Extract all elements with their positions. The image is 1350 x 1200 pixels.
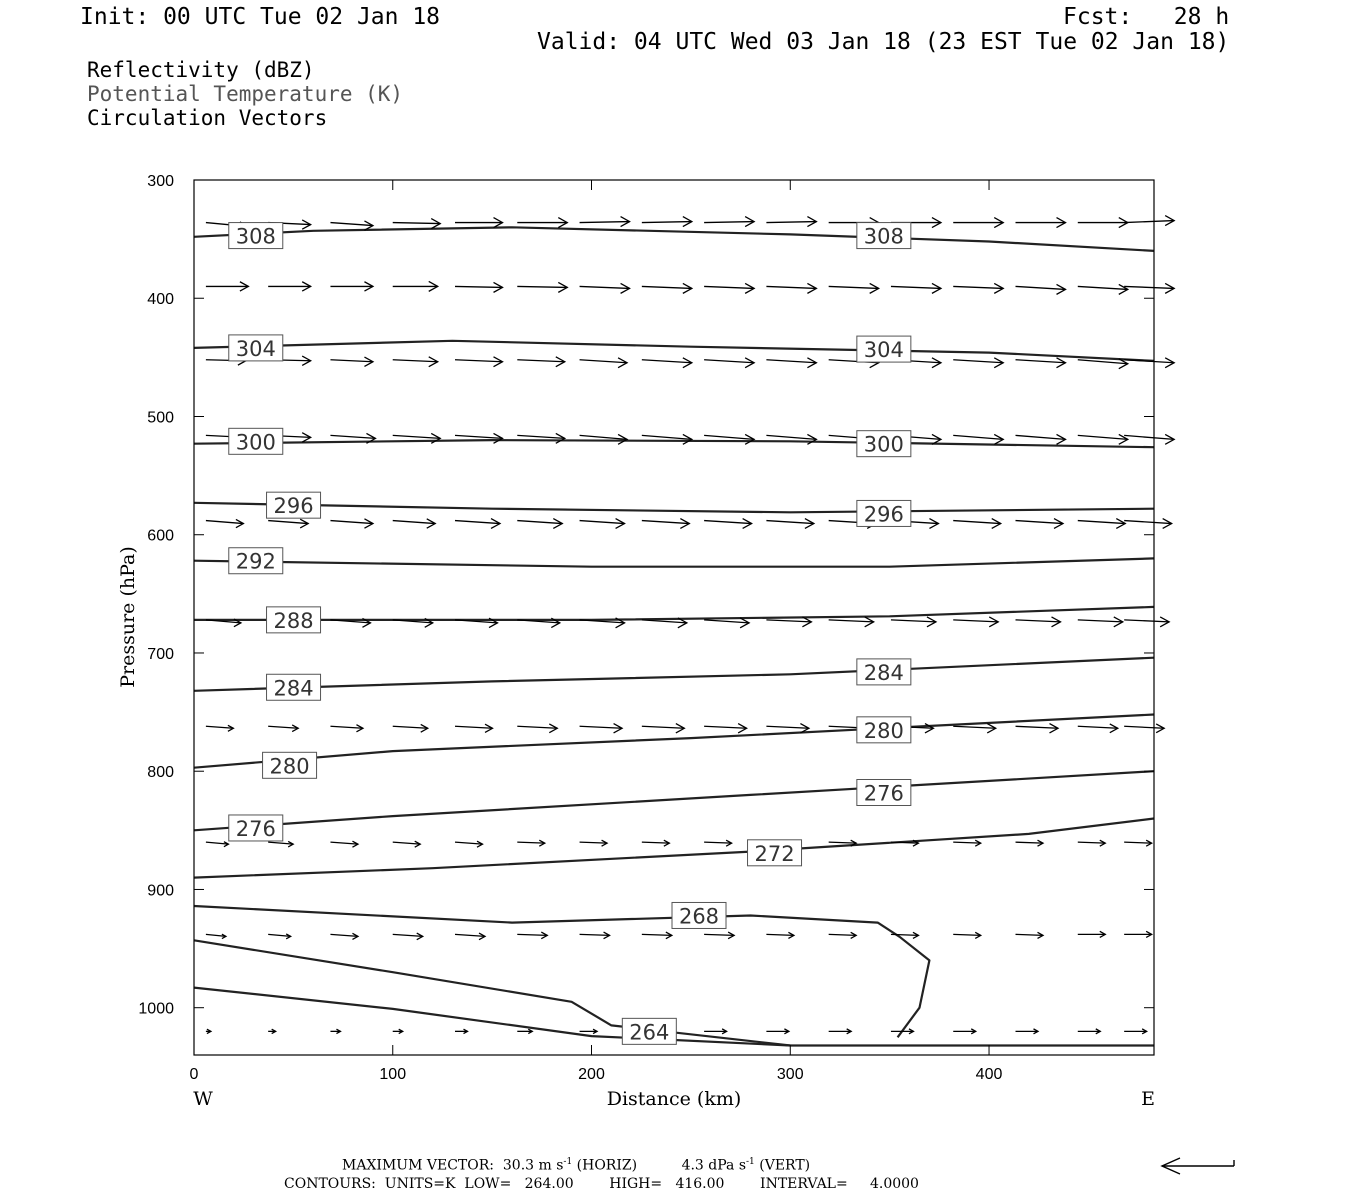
circulation-vector bbox=[455, 282, 503, 292]
circulation-vector bbox=[330, 519, 373, 528]
valid-time: Valid: 04 UTC Wed 03 Jan 18 (23 EST Tue 02 Jan 18) bbox=[537, 29, 1230, 55]
circulation-vector bbox=[206, 842, 229, 847]
circulation-vector bbox=[704, 724, 747, 733]
circulation-vector bbox=[206, 1029, 211, 1033]
circulation-vector bbox=[455, 1029, 468, 1033]
circulation-vector bbox=[1016, 1029, 1038, 1034]
x-axis-label: Distance (km) bbox=[606, 1088, 742, 1110]
circulation-vector bbox=[330, 841, 358, 847]
circulation-vector bbox=[1124, 724, 1164, 733]
y-tick-label: 700 bbox=[147, 645, 174, 663]
circulation-vector bbox=[1016, 932, 1043, 938]
circulation-vector bbox=[891, 617, 936, 627]
circulation-vector bbox=[1124, 216, 1174, 226]
circulation-vector bbox=[642, 217, 692, 227]
contour-308 bbox=[194, 224, 1154, 251]
x-tick-label: 100 bbox=[379, 1066, 407, 1083]
contour-272 bbox=[194, 816, 1154, 878]
contour-284 bbox=[194, 658, 1154, 691]
circulation-vector bbox=[580, 932, 610, 939]
circulation-vector bbox=[393, 281, 438, 291]
contour-label: 264 bbox=[629, 1020, 670, 1045]
circulation-vector bbox=[268, 519, 308, 528]
field-reflectivity: Reflectivity (dBZ) bbox=[87, 58, 315, 82]
circulation-vector bbox=[1078, 1029, 1101, 1034]
circulation-vector bbox=[953, 840, 981, 846]
circulation-vector bbox=[393, 357, 438, 367]
circulation-vector bbox=[206, 519, 244, 527]
circulation-vector bbox=[393, 933, 423, 940]
contour-292 bbox=[194, 558, 1154, 566]
circulation-vector bbox=[580, 724, 623, 733]
circulation-vector bbox=[1078, 359, 1128, 369]
circulation-vector bbox=[1078, 284, 1128, 294]
circulation-vector bbox=[704, 519, 752, 529]
circulation-vector bbox=[642, 932, 672, 939]
circulation-vector bbox=[1078, 617, 1123, 627]
circulation-vector bbox=[642, 358, 692, 368]
circulation-vector bbox=[1016, 519, 1063, 529]
circulation-vector bbox=[766, 358, 816, 368]
field-circulation-vectors: Circulation Vectors bbox=[87, 106, 328, 130]
circulation-vector bbox=[1078, 724, 1118, 733]
circulation-vector bbox=[766, 434, 816, 444]
circulation-vector bbox=[704, 434, 754, 444]
y-tick-label: 500 bbox=[147, 409, 174, 427]
circulation-vector bbox=[1078, 434, 1128, 444]
circulation-vector bbox=[517, 433, 565, 443]
circulation-vector bbox=[1016, 218, 1066, 228]
circulation-vector bbox=[330, 357, 373, 366]
x-tick-label: 400 bbox=[975, 1066, 1003, 1083]
circulation-vector bbox=[1078, 840, 1106, 846]
circulation-vector bbox=[953, 434, 1003, 444]
circulation-vector bbox=[517, 218, 567, 228]
contour-label: 300 bbox=[235, 430, 276, 455]
contour-label: 292 bbox=[235, 549, 276, 574]
circulation-vector bbox=[1016, 724, 1058, 733]
contour-296 bbox=[194, 503, 1154, 513]
circulation-vector bbox=[1124, 519, 1172, 529]
circulation-vector bbox=[1124, 434, 1174, 444]
y-axis-label: Pressure (hPa) bbox=[117, 546, 139, 688]
circulation-vector bbox=[1124, 283, 1174, 293]
circulation-vector bbox=[455, 519, 500, 529]
circulation-vector bbox=[580, 1029, 598, 1033]
circulation-vector bbox=[1016, 358, 1066, 368]
circulation-vector bbox=[580, 217, 630, 227]
contour-276 bbox=[194, 771, 1154, 830]
circulation-vector bbox=[580, 358, 628, 368]
circulation-vector bbox=[829, 1029, 852, 1034]
contours-info-text: CONTOURS: UNITS=K LOW= 264.00 HIGH= 416.00 INTERVAL= 4.0000 bbox=[284, 1176, 919, 1192]
circulation-vector bbox=[642, 519, 690, 529]
circulation-vector bbox=[642, 724, 685, 733]
init-time: Init: 00 UTC Tue 02 Jan 18 bbox=[80, 4, 441, 30]
circulation-vector bbox=[1124, 617, 1169, 627]
contour-300 bbox=[194, 440, 1154, 447]
circulation-vector bbox=[455, 841, 483, 847]
contour-label: 280 bbox=[269, 754, 310, 779]
circulation-vector bbox=[268, 841, 293, 847]
circulation-vector bbox=[704, 217, 754, 227]
circulation-vector bbox=[766, 724, 809, 733]
circulation-vector bbox=[393, 1029, 403, 1033]
circulation-vector bbox=[268, 282, 311, 291]
circulation-vector bbox=[1016, 284, 1066, 294]
circulation-vector bbox=[953, 283, 1003, 293]
y-tick-label: 600 bbox=[147, 527, 174, 545]
circulation-vector bbox=[953, 218, 1003, 228]
y-tick-label: 400 bbox=[147, 291, 174, 309]
y-tick-label: 800 bbox=[147, 764, 174, 782]
circulation-vector bbox=[953, 932, 981, 938]
circulation-vector bbox=[766, 519, 814, 529]
circulation-vector bbox=[268, 934, 291, 939]
circulation-vector bbox=[517, 282, 567, 292]
circulation-vector bbox=[766, 217, 816, 227]
y-tick-label: 300 bbox=[147, 173, 174, 190]
circulation-vector bbox=[829, 617, 874, 627]
contour-label: 304 bbox=[235, 336, 276, 361]
contour-268 bbox=[194, 906, 929, 1037]
circulation-vector bbox=[330, 1029, 340, 1033]
circulation-vector bbox=[455, 433, 503, 443]
circulation-vector bbox=[1078, 931, 1106, 937]
circulation-vector bbox=[953, 358, 1003, 368]
circulation-vector bbox=[891, 283, 941, 293]
circulation-vector bbox=[330, 282, 373, 291]
contour-label: 276 bbox=[235, 816, 276, 841]
contour-label: 284 bbox=[863, 660, 904, 685]
contour-label: 296 bbox=[273, 494, 314, 519]
circulation-vector bbox=[642, 283, 692, 293]
circulation-vector bbox=[517, 357, 565, 367]
circulation-vector bbox=[642, 434, 692, 444]
contour-label: 280 bbox=[863, 718, 904, 743]
circulation-vector bbox=[206, 725, 234, 731]
circulation-vector bbox=[766, 283, 816, 293]
circulation-vector bbox=[517, 724, 557, 733]
circulation-vector bbox=[1016, 840, 1043, 846]
contour-label: 296 bbox=[863, 502, 904, 527]
circulation-vector bbox=[642, 840, 670, 846]
circulation-vector bbox=[206, 282, 249, 291]
circulation-vector bbox=[517, 519, 562, 529]
circulation-vector bbox=[953, 519, 1001, 529]
y-tick-label: 1000 bbox=[138, 1000, 174, 1018]
circulation-vector bbox=[766, 932, 794, 938]
circulation-vector bbox=[580, 519, 625, 529]
circulation-vector bbox=[393, 724, 428, 732]
circulation-vector bbox=[704, 283, 754, 293]
circulation-vector bbox=[953, 1029, 976, 1034]
circulation-vector bbox=[1016, 617, 1061, 627]
circulation-vector bbox=[829, 283, 879, 293]
contour-label: 308 bbox=[235, 224, 276, 249]
y-tick-label: 900 bbox=[147, 882, 174, 900]
circulation-vector bbox=[455, 357, 503, 367]
contour-label: 288 bbox=[273, 608, 314, 633]
circulation-vector bbox=[330, 933, 358, 939]
circulation-vector bbox=[330, 221, 373, 230]
circulation-vector bbox=[1124, 931, 1152, 937]
contour-label: 268 bbox=[678, 904, 720, 929]
circulation-vector bbox=[330, 725, 363, 732]
circulation-vector bbox=[455, 724, 493, 732]
contour-264 bbox=[194, 988, 790, 1046]
contour-label: 284 bbox=[273, 676, 314, 701]
x-tick-label: 200 bbox=[578, 1066, 605, 1083]
circulation-vector bbox=[580, 840, 608, 846]
circulation-vector bbox=[206, 934, 226, 938]
contour-304 bbox=[194, 341, 1154, 361]
circulation-vector bbox=[517, 1029, 532, 1033]
circulation-vector bbox=[455, 218, 503, 228]
circulation-vector bbox=[517, 840, 545, 846]
circulation-vector bbox=[393, 519, 436, 528]
east-label: E bbox=[1141, 1088, 1155, 1110]
circulation-vector bbox=[580, 283, 630, 293]
circulation-vector bbox=[1078, 519, 1126, 529]
circulation-vector bbox=[704, 840, 732, 846]
field-potential-temperature: Potential Temperature (K) bbox=[87, 82, 404, 106]
reference-vector-icon bbox=[1162, 1158, 1234, 1174]
contour-label: 300 bbox=[863, 432, 904, 457]
circulation-vector bbox=[268, 725, 298, 732]
contour-label: 272 bbox=[754, 841, 795, 866]
circulation-vector bbox=[268, 1029, 276, 1033]
contour-288 bbox=[194, 607, 1154, 620]
circulation-vector bbox=[704, 1029, 727, 1034]
x-tick-label: 0 bbox=[189, 1066, 199, 1083]
circulation-vector bbox=[766, 1029, 789, 1034]
max-vector-text: MAXIMUM VECTOR: 30.3 m $s^{-1}$ (HORIZ) 4.3 dPa $s^{-1}$ (VERT) bbox=[342, 1157, 811, 1174]
circulation-vector bbox=[829, 932, 857, 938]
circulation-vector bbox=[455, 933, 485, 940]
circulation-vector bbox=[1124, 840, 1152, 846]
contour-label: 304 bbox=[863, 338, 904, 363]
contour-280 bbox=[194, 715, 1154, 768]
circulation-vector bbox=[517, 932, 547, 939]
west-label: W bbox=[193, 1088, 213, 1110]
contour-label: 276 bbox=[863, 781, 904, 806]
circulation-vector bbox=[1016, 434, 1066, 444]
contour-label: 308 bbox=[863, 224, 904, 249]
circulation-vector bbox=[704, 358, 754, 368]
circulation-vector bbox=[953, 617, 998, 627]
forecast-hour: Fcst: 28 h bbox=[1063, 4, 1230, 30]
circulation-vector bbox=[393, 219, 441, 229]
circulation-vector bbox=[1078, 218, 1128, 228]
x-tick-label: 300 bbox=[776, 1066, 804, 1083]
circulation-vector bbox=[1124, 1029, 1147, 1034]
circulation-vector bbox=[704, 932, 734, 939]
circulation-vector bbox=[393, 841, 421, 847]
